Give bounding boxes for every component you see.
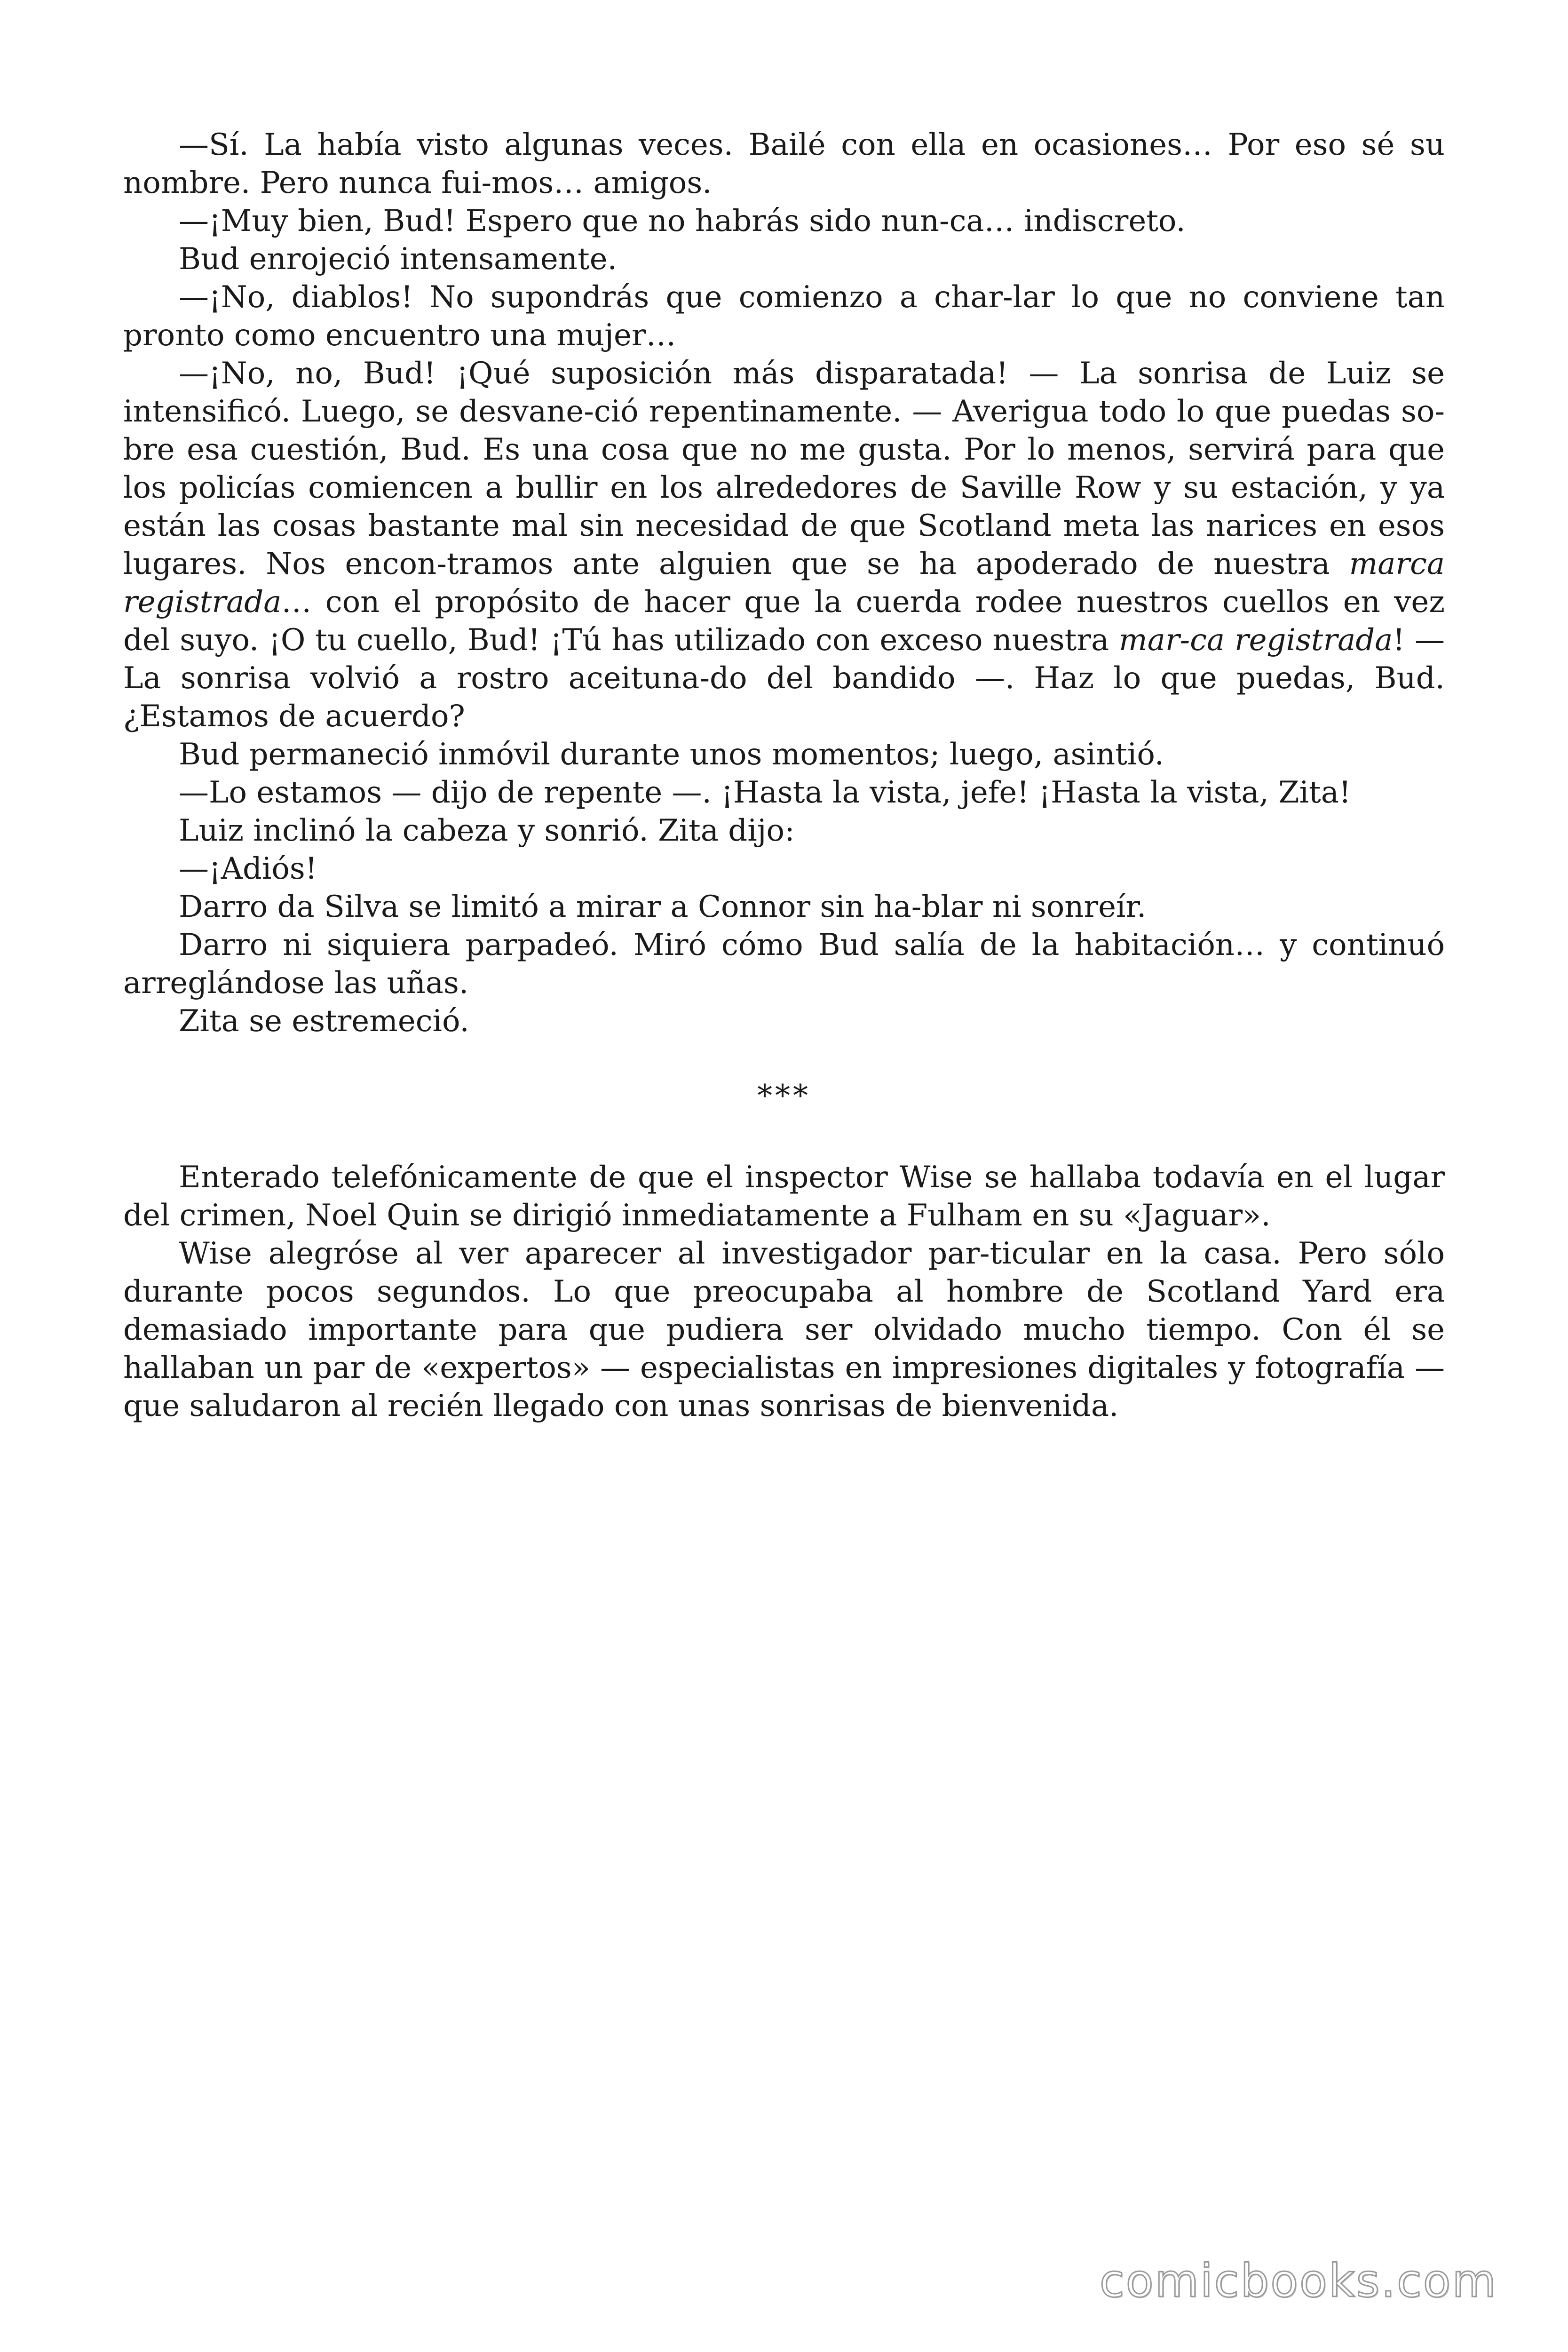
page-body xyxy=(123,126,1445,1425)
paragraph: Darro da Silva se limitó a mirar a Connor sin ha-blar ni sonreír. xyxy=(179,890,1147,924)
paragraph: Bud enrojeció intensamente. xyxy=(179,242,617,277)
paragraph: Bud permaneció inmóvil durante unos momentos; luego, asintió. xyxy=(179,737,1164,772)
italic-phrase: marca registrada xyxy=(123,547,1445,620)
text-segment: ! — La sonrisa volvió a rostro aceituna-do del bandido —. Haz lo que puedas, Bud. ¿Estamos de acuerdo? xyxy=(123,623,1445,734)
paragraph: —Sí. La había visto algunas veces. Bailé con ella en ocasiones… Por eso sé su nombre. Pero nunca fui-mos… amigos. xyxy=(123,127,1445,200)
paragraph: —¡Muy bien, Bud! Espero que no habrás sido nun-ca… indiscreto. xyxy=(179,204,1186,238)
paragraph: —¡Adiós! xyxy=(179,851,317,886)
text-segment: —¡No, no, Bud! ¡Qué suposición más disparatada! — La sonrisa de Luiz se intensificó. Luego, se desvane-ció repentinamente. — Averigua todo lo que puedas so-bre esa cuestión, Bud. Es una cosa que no me gusta. Por lo menos, servirá para que los policías comiencen a bullir en los alrededores de Saville Row y su estación, y ya están las cosas bastante mal sin necesidad de que Scotland meta las narices en esos lugares. Nos encon-tramos ante alguien que se ha apoderado de nuestra xyxy=(123,356,1445,581)
paragraph: —Lo estamos — dijo de repente —. ¡Hasta la vista, jefe! ¡Hasta la vista, Zita! xyxy=(179,775,1351,810)
paragraph: Luiz inclinó la cabeza y sonrió. Zita dijo: xyxy=(179,813,795,848)
watermark: comicbooks.com xyxy=(1099,2255,1497,2307)
text-segment: … con el propósito de hacer que la cuerda rodee nuestros cuellos en vez del suyo. ¡O tu cuello, Bud! ¡Tú has utilizado con exceso nuestra xyxy=(123,585,1445,658)
paragraph: Enterado telefónicamente de que el inspector Wise se hallaba todavía en el lugar del crimen, Noel Quin se dirigió inmediatamente a Fulham en su «Jaguar». xyxy=(123,1160,1445,1233)
paragraph-long xyxy=(123,355,1445,736)
section-separator: *** xyxy=(757,1079,811,1113)
paragraph: —¡No, diablos! No supondrás que comienzo a char-lar lo que no conviene tan pronto como encuentro una mujer… xyxy=(123,280,1445,353)
italic-phrase: mar-ca registrada xyxy=(1119,623,1393,658)
paragraph: Darro ni siquiera parpadeó. Miró cómo Bud salía de la habitación… y continuó arreglándose las uñas. xyxy=(123,928,1445,1001)
paragraph: Zita se estremeció. xyxy=(179,1004,469,1039)
paragraph: Wise alegróse al ver aparecer al investigador par-ticular en la casa. Pero sólo durante pocos segundos. Lo que preocupaba al hombre de Scotland Yard era demasiado importante para que pudiera ser olvidado mucho tiempo. Con él se hallaban un par de «expertos» — especialistas en impresiones digitales y fotografía — que saludaron al recién llegado con unas sonrisas de bienvenida. xyxy=(123,1236,1445,1423)
